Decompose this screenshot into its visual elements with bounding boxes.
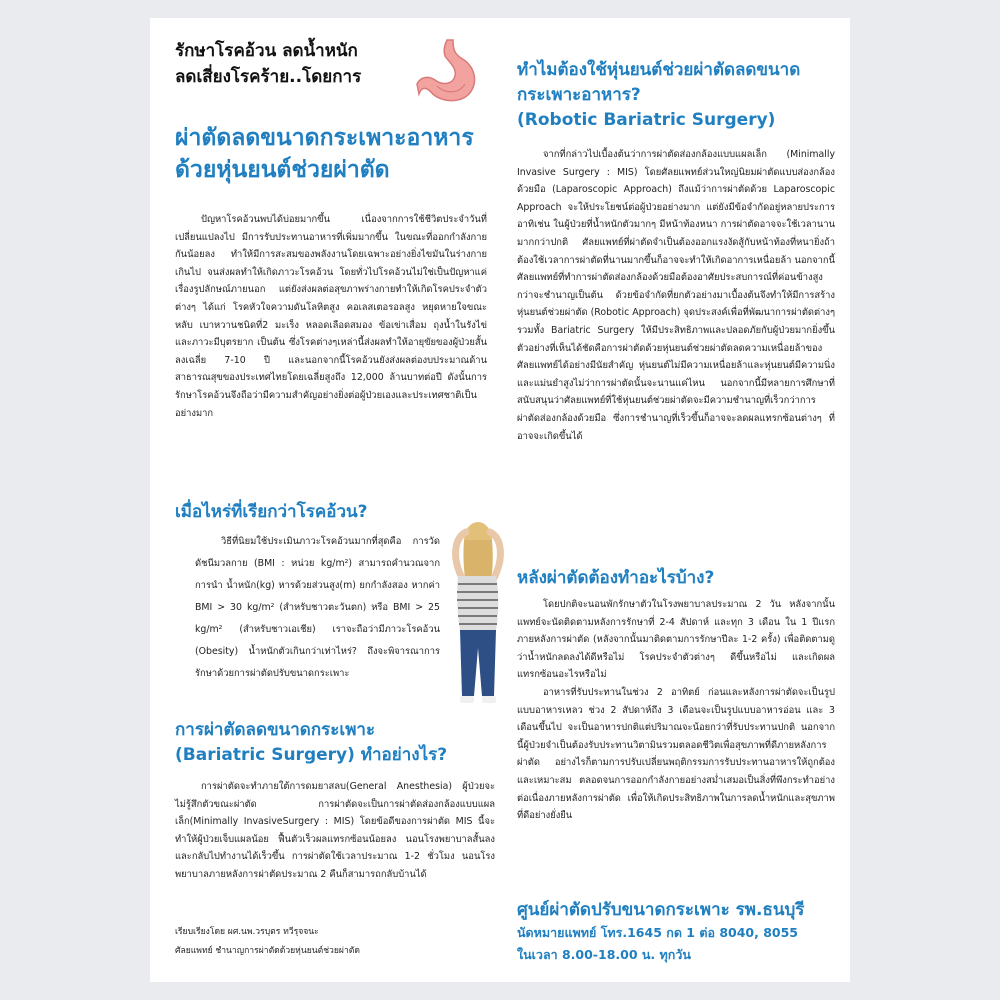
contact-hours: ในเวลา 8.00-18.00 น. ทุกวัน [517, 947, 691, 962]
credit-block [175, 923, 495, 961]
bariatric-heading-line2: (Bariatric Surgery) ทำอย่างไร? [175, 745, 448, 765]
contact-phone: นัดหมายแพทย์ โทร.1645 กด 1 ต่อ 8040, 8055 [517, 925, 798, 940]
intro-title-line2: ลดเสี่ยงโรคร้าย..โดยการ [175, 67, 362, 87]
why-robotic-paragraph: จากที่กล่าวไปเบื้องต้นว่าการผ่าตัดส่องกล้องแบบแผลเล็ก (Minimally Invasive Surgery : MIS) โดยศัลยแพทย์ส่วนใหญ่นิยมผ่าตัดแบบส่องกล้องด้วยมือ (Laparoscopic Approach) ถึงแม้ว่าการผ่าตัดด้วย Laparoscopic Approach จะให้ประโยชน์ต่อผู้ป่วยอย่างมาก แต่ยังมีข้อจำกัดอยู่หลายประการ อาทิเช่น ในผู้ป่วยที่น้ำหนักตัวมากๆ มีหน้าท้องหนา การผ่าตัดอาจจะใช้เวลานานมากกว่าปกติ ศัลยแพทย์ที่ผ่าตัดจำเป็นต้องออกแรงงัดสู้กับหน้าท้องที่หนายิ่งถ้าต้องใช้เวลาการผ่าตัดที่นานมากขึ้นก็อาจจะทำให้เกิดอาการเหนื่อยล้า นอกจากนี้ศัลยแพทย์ที่ทำการผ่าตัดส่องกล้องด้วยมือต้องอาศัยประสบการณ์ที่ค่อนข้างสูงกว่าจะชำนาญเป็นต้น ด้วยข้อจำกัดที่ยกตัวอย่างมาเบื้องต้นจึงทำให้มีการสร้างหุ่นยนต์ช่วยผ่าตัด (Robotic Approach) จุดประสงค์เพื่อที่พัฒนาการผ่าตัดต่างๆ รวมทั้ง Bariatric Surgery ให้มีประสิทธิภาพและปลอดภัยกับผู้ป่วยมากยิ่งขึ้น ตัวอย่างที่เห็นได้ชัดคือการผ่าตัดด้วยหุ่นยนต์ช่วยผ่าตัดลดความเหนื่อยล้าของศัลยแพทย์ได้อย่างมีนัยสำคัญ หุ่นยนต์ไม่มีความเหนื่อยล้าและหุ่นยนต์มีความนิ่งและแม่นยำสูงไม่ว่าการผ่าตัดนั้นจะนานแค่ไหน นอกจากนี้มีหลายการศึกษาที่สนับสนุนว่าศัลยแพทย์ที่ใช้หุ่นยนต์ช่วยผ่าตัดจะมีความชำนาญที่เร็วกว่าการผ่าตัดส่องกล้องด้วยมือ ซึ่งการชำนาญที่เร็วขึ้นก็อาจจะลดผลแทรกซ้อนต่างๆ ที่อาจจะเกิดขึ้นได้ [517, 149, 835, 442]
after-paragraph-2: อาหารที่รับประทานในช่วง 2 อาทิตย์ ก่อนและหลังการผ่าตัดจะเป็นรูปแบบอาหารเหลว ช่วง 2 สัปดาห์ถึง 3 เดือนจะเป็นรูปแบบอาหารอ่อน และ 3 เดือนขึ้นไป จะเป็นอาหารปกติแต่ปริมาณจะน้อยกว่าที่รับประทานปกติ นอกจากนี้ผู้ป่วยจำเป็นต้องรับประทานวิตามินรวมตลอดชีวิตเพื่อสุขภาพที่ดีภายหลังการผ่าตัด อย่างไรก็ตามการปรับเปลี่ยนพฤติกรรมการรับประทานอาหารให้ถูกต้องและเหมาะสม ตลอดจนการออกกำลังกายอย่างสม่ำเสมอเป็นสิ่งที่พึงกระทำอย่างต่อเนื่องภายหลังการผ่าตัด เพื่อให้เกิดประสิทธิภาพในการลดน้ำหนักและสุขภาพที่ดีอย่างยั่งยืน [517, 686, 835, 822]
contact-block [517, 898, 837, 966]
main-title [175, 122, 485, 186]
intro-title-line1: รักษาโรคอ้วน ลดน้ำหนัก [175, 41, 358, 61]
main-title-line1: ผ่าตัดลดขนาดกระเพาะอาหาร [175, 125, 474, 151]
why-heading-line1: ทำไมต้องใช้หุ่นยนต์ช่วยผ่าตัดลดขนาด [517, 60, 801, 80]
bariatric-heading-line1: การผ่าตัดลดขนาดกระเพาะ [175, 720, 376, 740]
after-surgery-heading: หลังผ่าตัดต้องทำอะไรบ้าง? [517, 568, 715, 588]
credit-line2: ศัลยแพทย์ ชำนาญการผ่าตัดด้วยหุ่นยนต์ช่วยผ่าตัด [175, 946, 360, 956]
after-surgery-body [517, 596, 835, 825]
why-heading-line2: กระเพาะอาหาร? [517, 85, 641, 105]
why-heading-line3: (Robotic Bariatric Surgery) [517, 110, 776, 130]
poster-page [150, 18, 850, 982]
overweight-woman-illustration [440, 518, 515, 708]
contact-center-name: ศูนย์ผ่าตัดปรับขนาดกระเพาะ รพ.ธนบุรี [517, 900, 805, 920]
main-title-line2: ด้วยหุ่นยนต์ช่วยผ่าตัด [175, 157, 390, 183]
after-paragraph-1: โดยปกติจะนอนพักรักษาตัวในโรงพยาบาลประมาณ 2 วัน หลังจากนั้นแพทย์จะนัดติดตามหลังการรักษาที่ 2-4 สัปดาห์ และทุก 3 เดือน ใน 1 ปีแรกภายหลังการผ่าตัด (หลังจากนั้นมาติดตามการรักษาปีละ 1-2 ครั้ง) เพื่อติดตามดูว่าน้ำหนักลดลงได้ดีหรือไม่ โรคประจำตัวต่างๆ ดีขึ้นหรือไม่ และเกิดผลแทรกซ้อนอะไรหรือไม่ [517, 599, 835, 681]
stomach-icon [415, 36, 485, 106]
intro-paragraph: ปัญหาโรคอ้วนพบได้บ่อยมากขึ้น เนื่องจากการใช้ชีวิตประจำวันที่เปลี่ยนแปลงไป มีการรับประทานอาหารที่เพิ่มมากขึ้น ในขณะที่ออกกำลังกายกันน้อยลง ทำให้มีการสะสมของพลังงานโดยเฉพาะอย่างยิ่งไขมันในร่างกายเกินไป จนส่งผลทำให้เกิดภาวะโรคอ้วน โดยทั่วไปโรคอ้วนไม่ใช่เป็นปัญหาแค่เรื่องรูปลักษณ์ภายนอก แต่ยังส่งผลต่อสุขภาพร่างกายทำให้เกิดโรคประจำตัวต่างๆ ได้แก่ โรคหัวใจความดันโลหิตสูง คอเลสเตอรอลสูง หยุดหายใจขณะหลับ เบาหวานชนิดที่2 มะเร็ง หลอดเลือดสมอง ข้อเข่าเสื่อม ถุงน้ำในรังไข่ และภาวะมีบุตรยาก เป็นต้น ซึ่งโรคต่างๆเหล่านี้ส่งผลทำให้อายุขัยของผู้ป่วยสั้นลงเฉลี่ย 7-10 ปี และนอกจากนี้โรคอ้วนยังส่งผลต่องบประมาณด้านสาธารณสุขของประเทศไทยโดยเฉลี่ยสูงถึง 12,000 ล้านบาทต่อปี ดังนั้นการรักษาโรคอ้วนจึงถือว่ามีความสำคัญอย่างยิ่งต่อผู้ป่วยเองและประเทศชาติเป็นอย่างมาก [175, 214, 487, 419]
intro-title [175, 38, 405, 90]
bariatric-heading [175, 718, 505, 768]
why-robotic-heading [517, 58, 837, 133]
bariatric-paragraph: การผ่าตัดจะทำภายใต้การดมยาสลบ(General Anesthesia) ผู้ป่วยจะไม่รู้สึกตัวขณะผ่าตัด การผ่าตัดจะเป็นการผ่าตัดส่องกล้องแบบแผลเล็ก(Minimally InvasiveSurgery : MIS) โดยข้อดีของการผ่าตัด MIS นี้จะทำให้ผู้ป่วยเจ็บแผลน้อย ฟื้นตัวเร็วผลแทรกซ้อนน้อยลง นอนโรงพยาบาลสั้นลง และกลับไปทำงานได้เร็วขึ้น การผ่าตัดใช้เวลาประมาณ 1-2 ชั่วโมง นอนโรงพยาบาลภายหลังการผ่าตัดประมาณ 2 คืนก็สามารถกลับบ้านได้ [175, 781, 495, 880]
bmi-paragraph: วิธีที่นิยมใช้ประเมินภาวะโรคอ้วนมากที่สุดคือ การวัดดัชนีมวลกาย (BMI : หน่วย kg/m²) สามารถคำนวณจากการนำ น้ำหนัก(kg) หารด้วยส่วนสูง(m) ยกกำลังสอง หากค่า BMI > 30 kg/m² (สำหรับชาวตะวันตก) หรือ BMI > 25 kg/m² (สำหรับชาวเอเชีย) เราจะถือว่ามีภาวะโรคอ้วน (Obesity) น้ำหนักตัวเกินกว่าเท่าไหร่? ถึงจะพิจารณาการรักษาด้วยการผ่าตัดปรับขนาดกระเพาะ [195, 536, 440, 679]
credit-line1: เรียบเรียงโดย ผศ.นพ.วรบุตร ทวีรุจจนะ [175, 927, 319, 937]
bmi-heading: เมื่อไหร่ที่เรียกว่าโรคอ้วน? [175, 502, 368, 522]
